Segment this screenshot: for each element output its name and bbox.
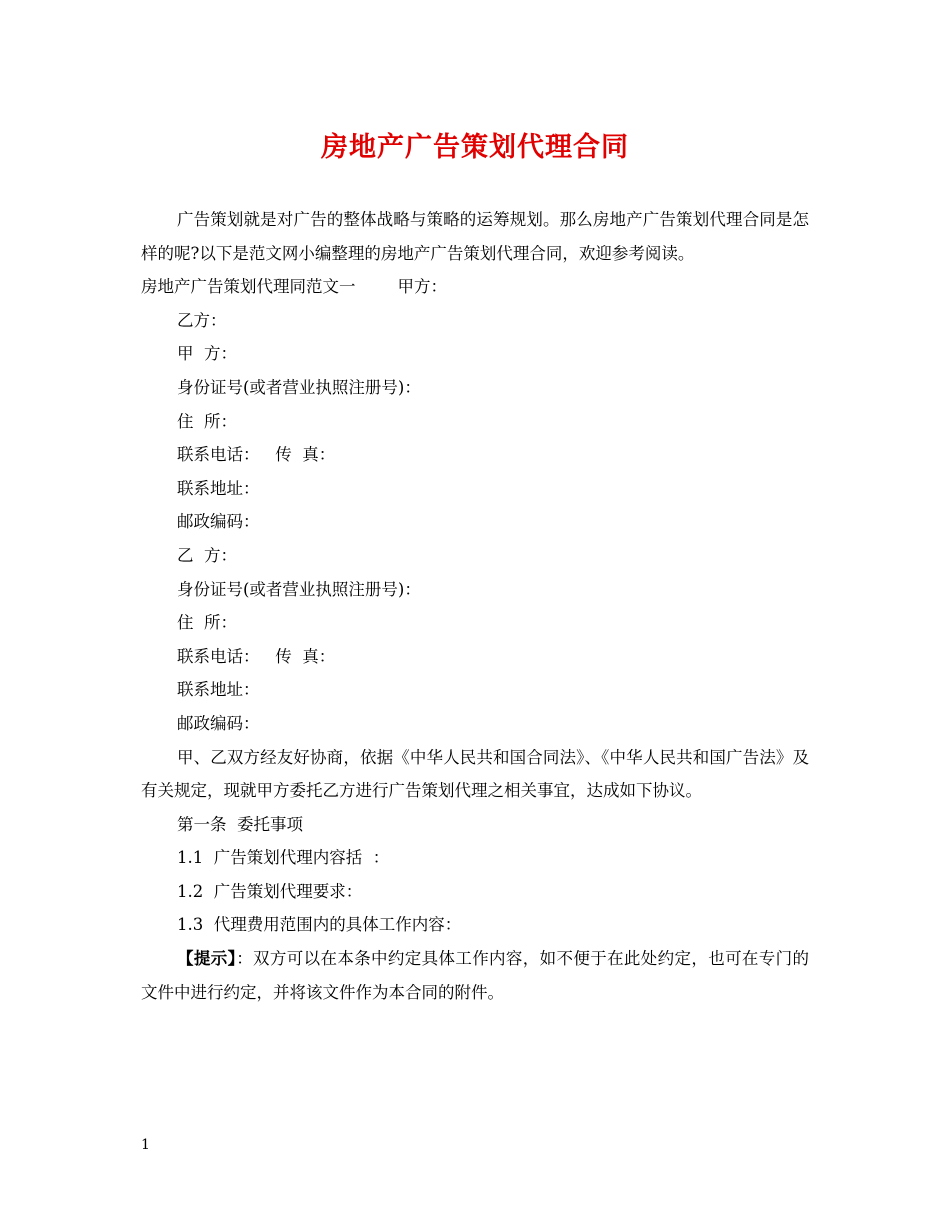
party-line: 联系地址： (177, 478, 260, 498)
tip-paragraph (141, 942, 809, 1009)
tip-label: 【提示】 (177, 949, 237, 969)
document-title: 房地产广告策划代理合同 (321, 132, 629, 163)
party-line: 邮政编码： (177, 512, 260, 532)
party-line: 住 所： (177, 613, 237, 633)
article-line: 1.1 广告策划代理内容括 ： (177, 848, 390, 868)
party-line: 乙方： (177, 310, 227, 330)
tip-text: ：双方可以在本条中约定具体工作内容，如不便于在此处约定，也可在专门的文件中进行约定，并将该文件作为本合同的附件。 (141, 949, 810, 1002)
party-line: 联系电话： 传 真： (177, 646, 336, 666)
party-line: 乙 方： (177, 545, 237, 565)
intro-paragraph: 广告策划就是对广告的整体战略与策略的运筹规划。那么房地产广告策划代理合同是怎样的呢?以下是范文网小编整理的房地产广告策划代理合同，欢迎参考阅读。 (141, 210, 809, 263)
party-line: 甲 方： (177, 344, 237, 364)
party-line: 身份证号(或者营业执照注册号)： (177, 579, 421, 599)
article-line: 第一条 委托事项 (177, 814, 303, 834)
party-line: 联系地址： (177, 680, 260, 700)
sample-heading-line: 房地产广告策划代理同范文一 甲方： (141, 277, 447, 297)
article-line: 1.3 代理费用范围内的具体工作内容： (177, 915, 462, 935)
page-number: 1 (141, 1137, 150, 1153)
article-line: 1.2 广告策划代理要求： (177, 881, 363, 901)
party-line: 身份证号(或者营业执照注册号)： (177, 377, 421, 397)
document-body (141, 203, 809, 1009)
agreement-paragraph: 甲、乙双方经友好协商，依据《中华人民共和国合同法》、《中华人民共和国广告法》及有关规定，现就甲方委托乙方进行广告策划代理之相关事宜，达成如下协议。 (141, 747, 809, 801)
party-line: 邮政编码： (177, 713, 260, 733)
party-line: 住 所： (177, 411, 237, 431)
party-line: 联系电话： 传 真： (177, 445, 336, 465)
